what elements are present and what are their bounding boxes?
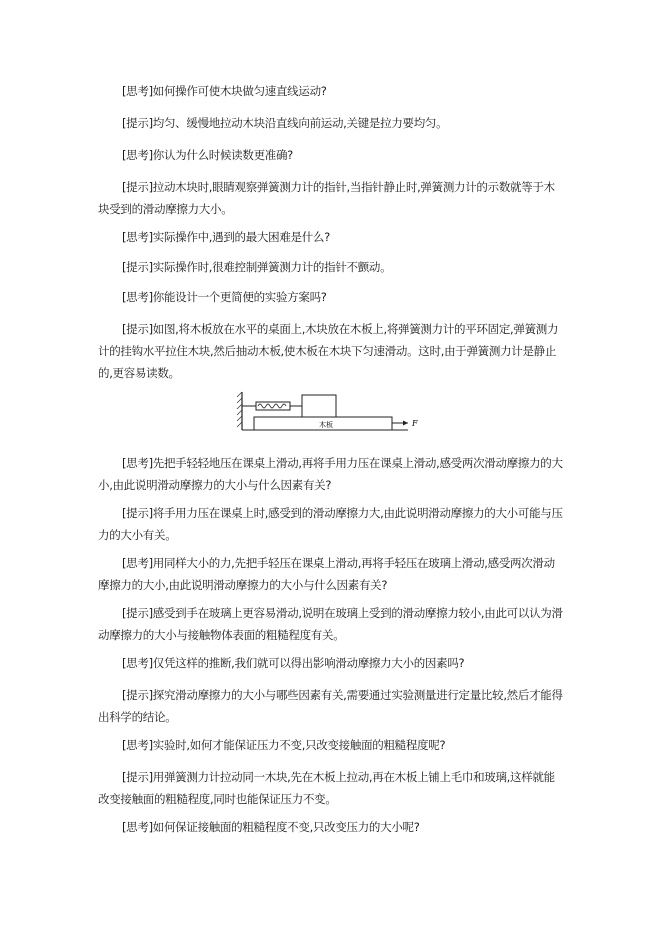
paragraph-hint-5: [提示]将手用力压在课桌上时,感受到的滑动摩擦力大,由此说明滑动摩擦力的大小可能与压力的大小有关。 [98,506,563,542]
wooden-block [302,395,336,417]
paragraph-think-1: [思考]如何操作可使木块做匀速直线运动? [122,84,327,98]
spring-scale-body [256,402,290,410]
paragraph-think-8: [思考]实验时,如何才能保证压力不变,只改变接触面的粗糙程度呢? [122,738,446,752]
paragraph-hint-1: [提示]均匀、缓慢地拉动木块沿直线向前运动,关键是拉力要均匀。 [122,116,448,130]
paragraph-think-2: [思考]你认为什么时候读数更准确? [122,148,293,162]
board-label: 木板 [319,421,333,429]
paragraph-think-9: [思考]如何保证接触面的粗糙程度不变,只改变压力的大小呢? [122,820,420,834]
paragraph-hint-2: [提示]拉动木块时,眼睛观察弹簧测力计的指针,当指针静止时,弹簧测力计的示数就等于木块受到的滑动摩擦力大小。 [98,180,555,216]
paragraph-hint-3: [提示]实际操作时,很难控制弹簧测力计的指针不颤动。 [122,260,392,274]
paragraph-think-4: [思考]你能设计一个更简便的实验方案吗? [122,290,327,304]
force-label: F [412,419,418,428]
force-arrow-head [403,421,408,426]
wall-hatch [237,392,242,427]
friction-experiment-figure [236,388,426,434]
paragraph-hint-4: [提示]如图,将木板放在水平的桌面上,木块放在木板上,将弹簧测力计的平环固定,弹簧测力计的挂钩水平拉住木块,然后抽动木板,使木板在木块下匀速滑动。这时,由于弹簧测力计是静止的,更容易读数。 [98,322,559,380]
paragraph-think-5: [思考]先把手轻轻地压在课桌上滑动,再将手用力压在课桌上滑动,感受两次滑动摩擦力的大小,由此说明滑动摩擦力的大小与什么因素有关? [98,456,563,492]
paragraph-hint-8: [提示]用弹簧测力计拉动同一木块,先在木板上拉动,再在木板上铺上毛巾和玻璃,这样就能改变接触面的粗糙程度,同时也能保证压力不变。 [98,770,555,806]
paragraph-think-3: [思考]实际操作中,遇到的最大困难是什么? [122,230,330,244]
paragraph-think-7: [思考]仅凭这样的推断,我们就可以得出影响滑动摩擦力大小的因素吗? [122,656,465,670]
spring-coil [258,404,286,408]
paragraph-think-6: [思考]用同样大小的力,先把手轻压在课桌上滑动,再将手轻压在玻璃上滑动,感受两次滑动摩擦力的大小,由此说明滑动摩擦力的大小与什么因素有关? [98,556,555,592]
friction-apparatus-diagram [236,388,426,434]
paragraph-hint-7: [提示]探究滑动摩擦力的大小与哪些因素有关,需要通过实验测量进行定量比较,然后才能得出科学的结论。 [98,688,563,724]
paragraph-hint-6: [提示]感受到手在玻璃上更容易滑动,说明在玻璃上受到的滑动摩擦力较小,由此可以认为滑动摩擦力的大小与接触物体表面的粗糙程度有关。 [98,606,563,642]
